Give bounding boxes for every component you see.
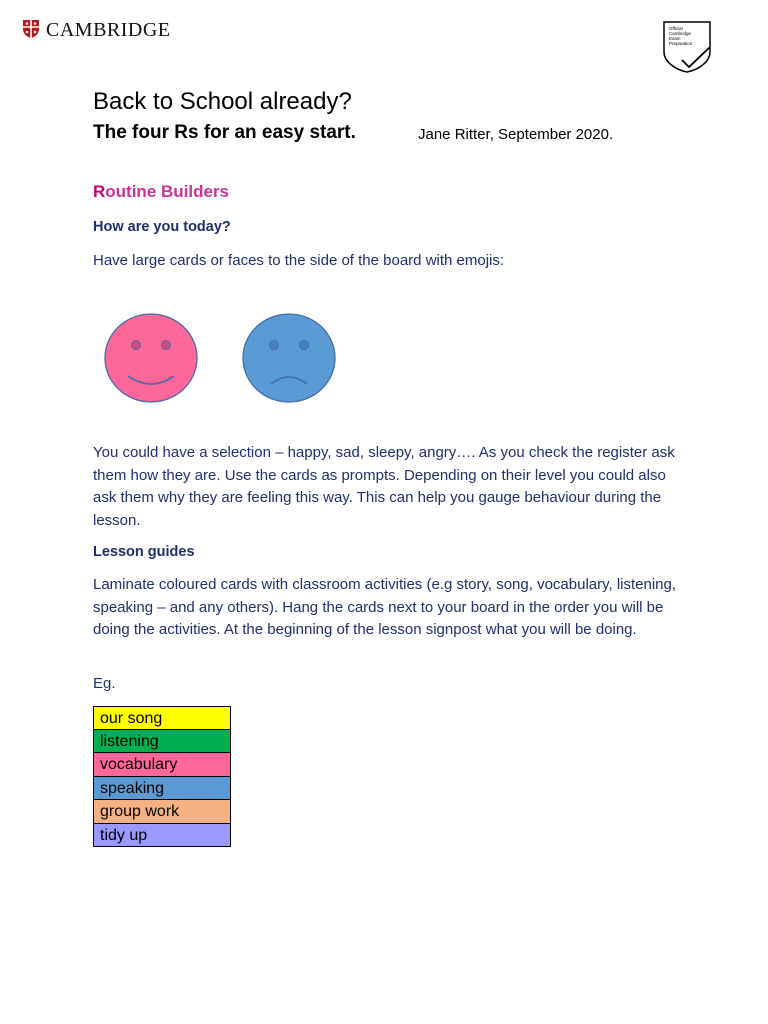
subheading-how-are-you: How are you today?: [93, 219, 231, 235]
example-label: Eg.: [93, 675, 116, 692]
page-title: Back to School already?: [93, 88, 352, 115]
cambridge-logo: [22, 18, 171, 40]
svg-text:Cambridge: Cambridge: [669, 31, 692, 36]
author-date: Jane Ritter, September 2020.: [418, 126, 614, 143]
activity-card: listening: [93, 730, 231, 754]
intro-paragraph: Have large cards or faces to the side of the board with emojis:: [93, 252, 505, 269]
activity-card: vocabulary: [93, 753, 231, 777]
activity-card: group work: [93, 800, 231, 824]
cambridge-crest-icon: [22, 19, 40, 39]
section-heading-routine-builders: [93, 182, 229, 202]
svg-text:Exam: Exam: [669, 36, 681, 41]
svg-text:Preparation: Preparation: [669, 41, 693, 46]
official-exam-prep-badge-icon: [660, 20, 714, 74]
selection-paragraph: You could have a selection – happy, sad, sleepy, angry…. As you check the register ask them how they are. Use the cards as prompts. Depending on their level you could also ask them why they are feeling this way. This can help you gauge behaviour during the lesson.: [93, 444, 675, 529]
brand-name: CAMBRIDGE: [46, 19, 171, 41]
activity-card: our song: [93, 706, 231, 730]
page-subtitle: The four Rs for an easy start.: [93, 122, 356, 143]
activity-card-list: [93, 706, 231, 847]
svg-text:Official: Official: [669, 26, 683, 31]
subheading-lesson-guides: Lesson guides: [93, 544, 195, 560]
section-heading-rest: outine Builders: [105, 182, 230, 201]
section-heading-initial: R: [93, 182, 106, 201]
lesson-guides-paragraph: Laminate coloured cards with classroom activities (e.g story, song, vocabulary, listening, speaking – and any others). Hang the cards next to your board in the order you will be doing the activities. At the beginning of the lesson signpost what you will be doing.: [93, 576, 677, 638]
happy-face-icon: [102, 312, 200, 406]
activity-card: tidy up: [93, 824, 231, 848]
activity-card: speaking: [93, 777, 231, 801]
sad-face-icon: [240, 312, 338, 406]
